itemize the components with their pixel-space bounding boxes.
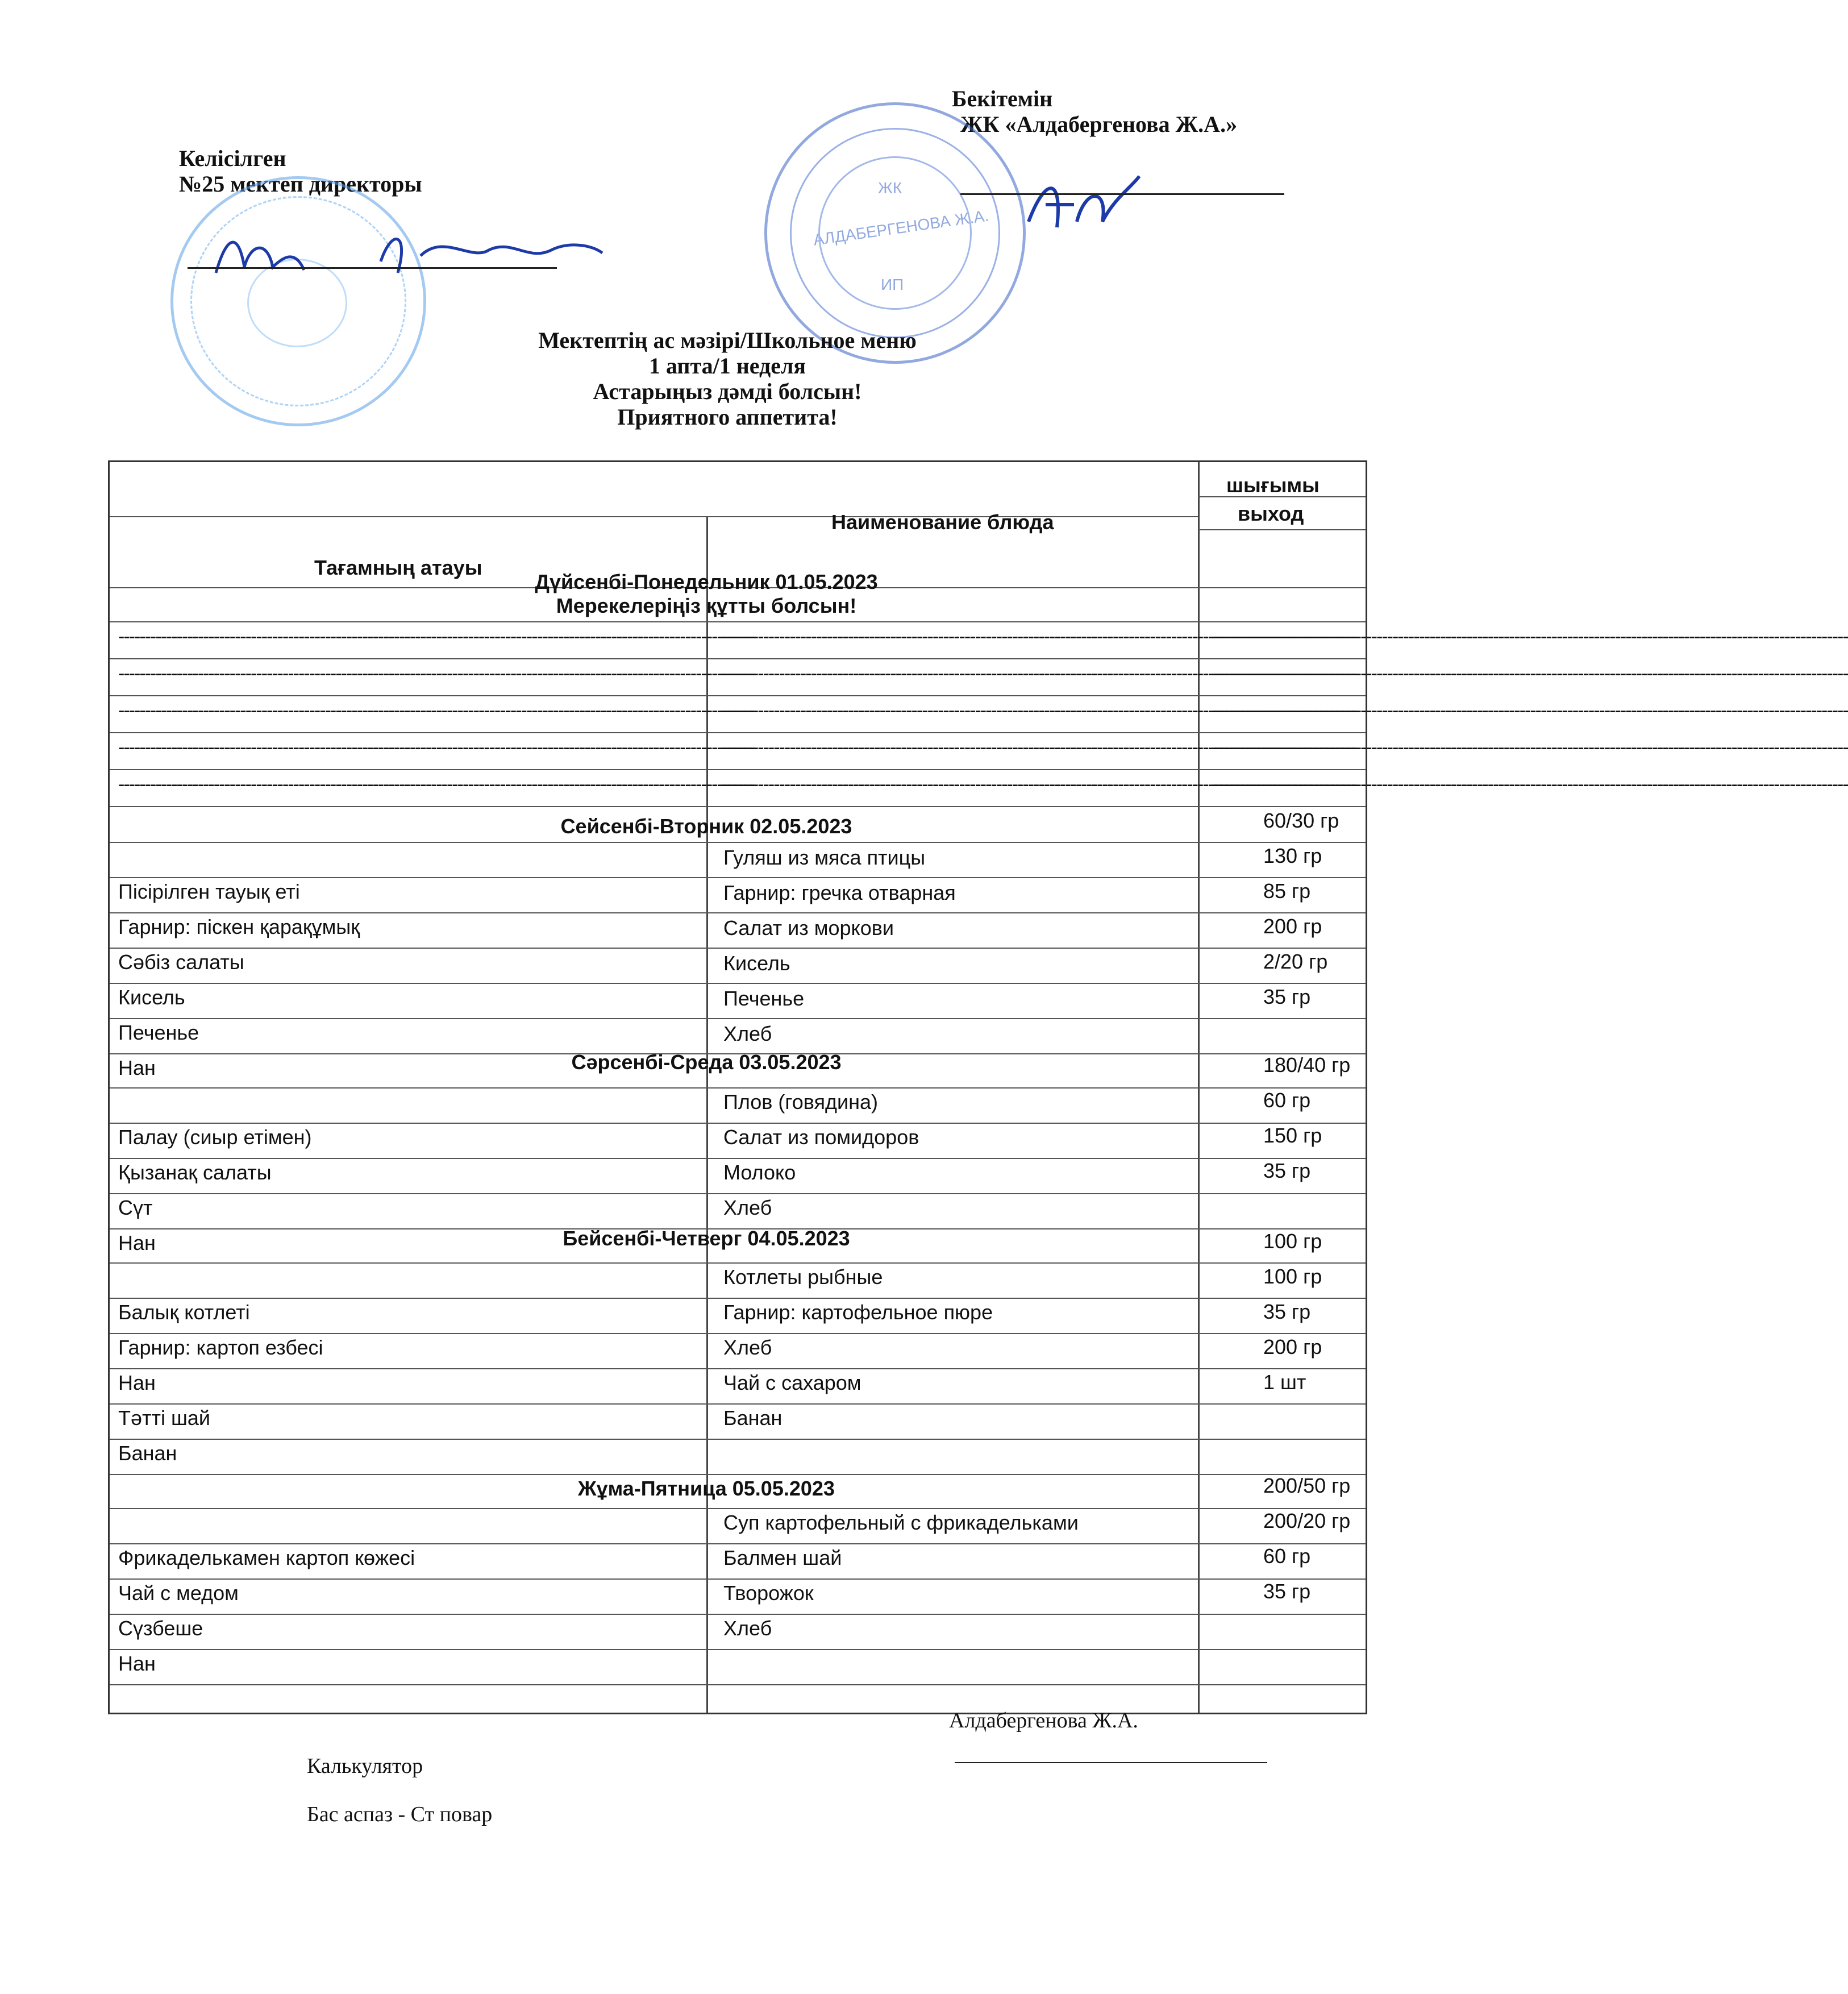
col-header-out-ru: выход	[1238, 502, 1304, 525]
thursday-ru-item: Банан	[723, 1406, 783, 1430]
table-row-divider	[110, 1684, 1366, 1685]
wednesday-kz-item: Нан	[118, 1231, 156, 1254]
table-row-divider	[110, 1123, 1366, 1124]
empty-dash-cell: ------------------------------------------------------------------------------------------------------------------------	[721, 737, 1356, 758]
monday-greeting: Мерекелеріңіз құтты болсын!	[556, 594, 857, 617]
menu-title: Мектептің ас мәзірі/Школьное меню	[538, 327, 917, 353]
thursday-out-item: 100 гр	[1263, 1265, 1322, 1288]
table-row-divider	[110, 1298, 1366, 1299]
wednesday-out-item: 180/40 гр	[1263, 1053, 1351, 1077]
thursday-out-item: 35 гр	[1263, 1300, 1311, 1323]
tuesday-ru-item: Кисель	[723, 952, 790, 975]
tuesday-ru-item: Салат из моркови	[723, 916, 894, 940]
table-row-divider	[1198, 496, 1366, 497]
greeting-kz: Астарыңыз дәмді болсын!	[593, 379, 862, 404]
col-header-ru: Наименование блюда	[831, 510, 1054, 534]
table-row-divider	[110, 1403, 1366, 1405]
tuesday-kz-item: Печенье	[118, 1021, 199, 1044]
tuesday-kz-item: Сәбіз салаты	[118, 950, 244, 974]
table-row-divider	[110, 1543, 1366, 1544]
table-row-divider	[110, 732, 1366, 733]
friday-kz-item: Сүзбеше	[118, 1617, 203, 1640]
table-row-divider	[110, 806, 1366, 807]
thursday-kz-item: Нан	[118, 1371, 156, 1394]
thursday-kz-item: Гарнир: картоп езбесі	[118, 1336, 323, 1359]
friday-ru-item: Творожок	[723, 1581, 814, 1605]
empty-dash-cell: ------------------------------------------------------------------------------------------------------------------------	[721, 774, 1356, 795]
friday-out-item: 60 гр	[1263, 1544, 1311, 1568]
tuesday-out-item: 35 гр	[1263, 985, 1311, 1008]
col-header-out-kz: шығымы	[1226, 473, 1320, 497]
friday-kz-item: Нан	[118, 1652, 156, 1675]
wednesday-kz-item: Палау (сиыр етімен)	[118, 1125, 312, 1149]
ip-signature-line	[960, 193, 1284, 195]
friday-kz-item: Чай с медом	[118, 1581, 239, 1605]
thursday-ru-item: Котлеты рыбные	[723, 1265, 883, 1289]
empty-dash-cell: ------------------------------------------------------------------------------------------------------------------------	[1212, 663, 1848, 684]
thursday-ru-item: Гарнир: картофельное пюре	[723, 1301, 993, 1324]
table-row-divider	[110, 1368, 1366, 1369]
table-row-divider	[110, 1578, 1366, 1580]
calculator-label: Калькулятор	[307, 1754, 423, 1778]
tuesday-ru-item: Печенье	[723, 987, 805, 1010]
tuesday-out-item: 200 гр	[1263, 915, 1322, 938]
wednesday-out-item: 150 гр	[1263, 1124, 1322, 1147]
wednesday-ru-item: Плов (говядина)	[723, 1090, 879, 1114]
friday-out-item: 200/50 гр	[1263, 1474, 1351, 1497]
empty-dash-cell: ------------------------------------------------------------------------------------------------------------------------	[118, 737, 754, 758]
day-wednesday: Сәрсенбі-Среда 03.05.2023	[571, 1050, 842, 1074]
wednesday-out-item: 60 гр	[1263, 1089, 1311, 1112]
tuesday-out-item: 130 гр	[1263, 844, 1322, 867]
table-row-divider	[1198, 529, 1366, 530]
table-row-divider	[110, 658, 1366, 659]
empty-dash-cell: ------------------------------------------------------------------------------------------------------------------------	[721, 700, 1356, 721]
table-row-divider	[110, 1649, 1366, 1650]
director-signature	[205, 210, 614, 301]
signer-name: Алдабергенова Ж.А.	[949, 1709, 1138, 1733]
thursday-out-item: 100 гр	[1263, 1229, 1322, 1253]
tuesday-out-item: 2/20 гр	[1263, 950, 1328, 973]
table-row-divider	[110, 1614, 1366, 1615]
wednesday-ru-item: Салат из помидоров	[723, 1125, 919, 1149]
table-row-divider	[110, 1333, 1366, 1334]
table-row-divider	[110, 1508, 1366, 1509]
friday-ru-item: Суп картофельный с фрикадельками	[723, 1511, 1079, 1534]
thursday-ru-item: Хлеб	[723, 1336, 772, 1359]
day-thursday: Бейсенбі-Четверг 04.05.2023	[563, 1227, 850, 1250]
stamp-bottom-text: ИП	[881, 276, 904, 293]
day-tuesday: Сейсенбі-Вторник 02.05.2023	[560, 815, 852, 838]
ip-seal-stamp	[764, 102, 1026, 364]
ip-signature	[1023, 165, 1148, 244]
table-row-divider	[110, 1439, 1366, 1440]
friday-kz-item: Фрикаделькамен картоп көжесі	[118, 1546, 415, 1569]
empty-dash-cell: ------------------------------------------------------------------------------------------------------------------------	[721, 626, 1356, 647]
wednesday-ru-item: Хлеб	[723, 1196, 772, 1219]
agreed-label: Келісілген	[179, 146, 286, 171]
friday-ru-item: Хлеб	[723, 1617, 772, 1640]
table-row-divider	[110, 912, 1366, 913]
tuesday-out-item: 85 гр	[1263, 879, 1311, 903]
tuesday-kz-item: Кисель	[118, 986, 185, 1009]
stamp-top-text: ЖК	[878, 179, 902, 197]
tuesday-ru-item: Хлеб	[723, 1022, 772, 1045]
director-signature-line	[188, 267, 557, 269]
ip-name-label: ЖК «Алдабергенова Ж.А.»	[960, 111, 1238, 137]
table-row-divider	[110, 621, 1366, 622]
table-row-divider	[110, 1018, 1366, 1019]
table-row-divider	[110, 877, 1366, 878]
stamp-center-text: АЛДАБЕРГЕНОВА Ж.А.	[812, 206, 990, 249]
week-label: 1 апта/1 неделя	[648, 353, 806, 379]
thursday-ru-item: Чай с сахаром	[723, 1371, 861, 1394]
greeting-ru: Приятного аппетита!	[617, 404, 838, 430]
table-row-divider	[110, 842, 1366, 843]
thursday-kz-item: Банан	[118, 1442, 177, 1465]
director-label: №25 мектеп директоры	[179, 171, 422, 197]
empty-dash-cell: ------------------------------------------------------------------------------------------------------------------------	[1212, 774, 1848, 795]
day-friday: Жұма-Пятница 05.05.2023	[578, 1477, 835, 1500]
empty-dash-cell: ------------------------------------------------------------------------------------------------------------------------	[1212, 626, 1848, 647]
wednesday-out-item: 35 гр	[1263, 1159, 1311, 1182]
tuesday-ru-item: Гарнир: гречка отварная	[723, 881, 956, 904]
chef-label: Бас аспаз - Ст повар	[307, 1802, 493, 1826]
footer-signature-line	[955, 1762, 1267, 1763]
empty-dash-cell: ------------------------------------------------------------------------------------------------------------------------	[118, 700, 754, 721]
tuesday-kz-item: Гарнир: піскен қарақұмық	[118, 915, 360, 938]
tuesday-out-item: 60/30 гр	[1263, 809, 1339, 832]
day-monday: Дүйсенбі-Понедельник 01.05.2023	[535, 570, 878, 593]
thursday-out-item: 1 шт	[1263, 1370, 1306, 1394]
empty-dash-cell: ------------------------------------------------------------------------------------------------------------------------	[721, 663, 1356, 684]
table-row-divider	[110, 983, 1366, 984]
wednesday-kz-item: Сүт	[118, 1196, 153, 1219]
tuesday-kz-item: Нан	[118, 1056, 156, 1079]
approved-label: Бекітемін	[952, 86, 1053, 111]
table-row-divider	[110, 1158, 1366, 1159]
table-row-divider	[110, 695, 1366, 696]
col-header-kz: Тағамның атауы	[314, 556, 482, 579]
table-row-divider	[110, 1087, 1366, 1089]
table-row-divider	[110, 1193, 1366, 1194]
empty-dash-cell: ------------------------------------------------------------------------------------------------------------------------	[1212, 737, 1848, 758]
thursday-out-item: 200 гр	[1263, 1335, 1322, 1359]
table-row-divider	[110, 769, 1366, 770]
empty-dash-cell: ------------------------------------------------------------------------------------------------------------------------	[1212, 700, 1848, 721]
table-row-divider	[110, 948, 1366, 949]
empty-dash-cell: ------------------------------------------------------------------------------------------------------------------------	[118, 774, 754, 795]
empty-dash-cell: ------------------------------------------------------------------------------------------------------------------------	[118, 626, 754, 647]
tuesday-ru-item: Гуляш из мяса птицы	[723, 846, 926, 869]
thursday-kz-item: Тәтті шай	[118, 1406, 210, 1430]
menu-table	[108, 460, 1848, 1714]
wednesday-ru-item: Молоко	[723, 1161, 796, 1184]
tuesday-kz-item: Пісірілген тауық еті	[118, 880, 300, 903]
empty-dash-cell: ------------------------------------------------------------------------------------------------------------------------	[118, 663, 754, 684]
friday-out-item: 35 гр	[1263, 1580, 1311, 1603]
table-row-divider	[110, 1474, 1366, 1475]
friday-out-item: 200/20 гр	[1263, 1509, 1351, 1532]
thursday-kz-item: Балық котлеті	[118, 1301, 250, 1324]
friday-ru-item: Балмен шай	[723, 1546, 842, 1569]
table-row-divider	[110, 1262, 1366, 1264]
wednesday-kz-item: Қызанақ салаты	[118, 1161, 272, 1184]
